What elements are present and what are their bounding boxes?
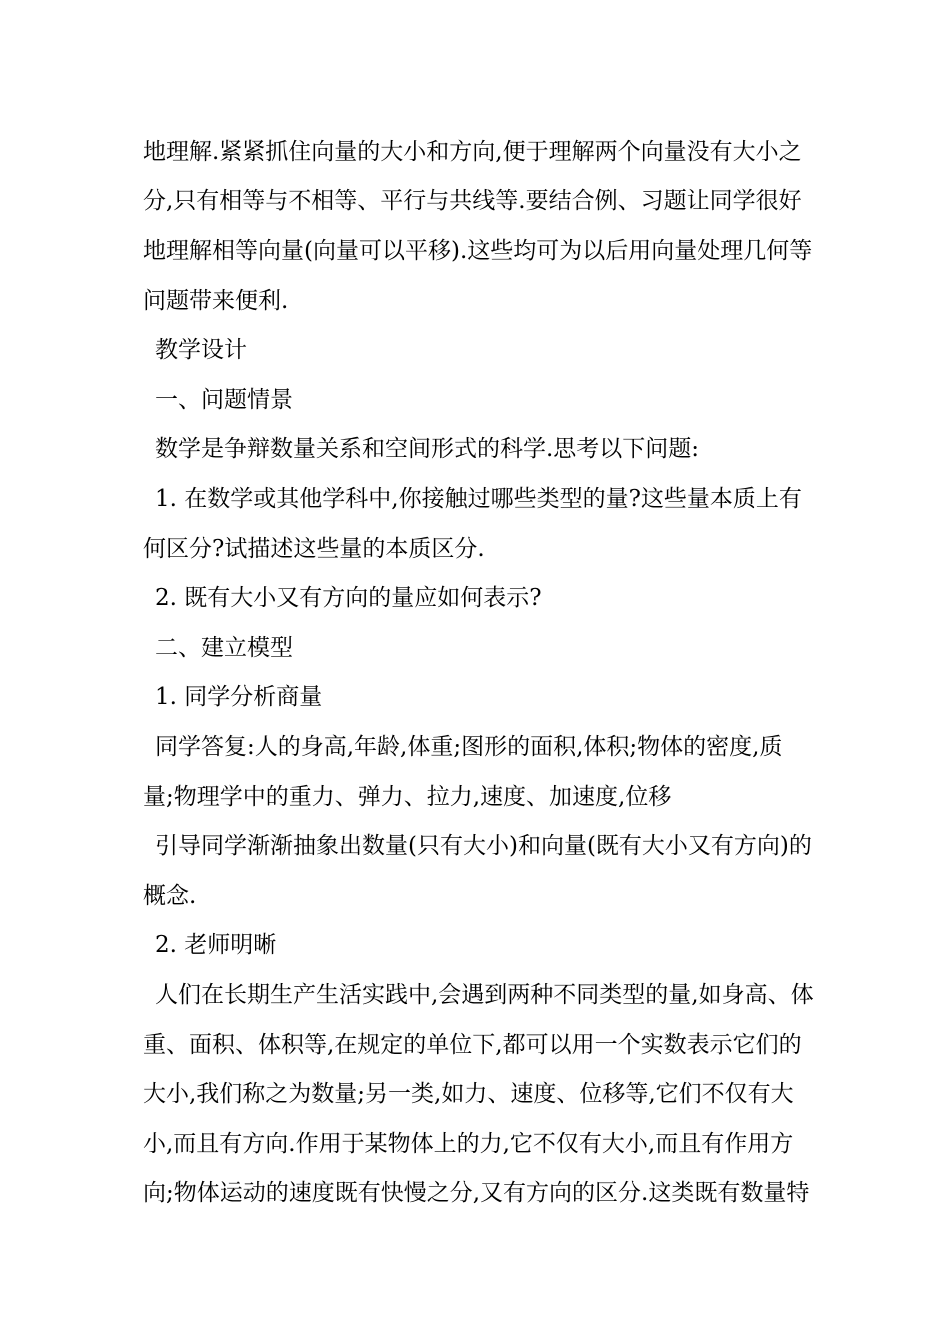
- text-line: 地理解相等向量(向量可以平移).这些均可为以后用向量处理几何等: [143, 238, 813, 264]
- text-line: 数学是争辩数量关系和空间形式的科学.思考以下问题:: [155, 436, 700, 462]
- text-line: 重、面积、体积等,在规定的单位下,都可以用一个实数表示它们的: [143, 1032, 802, 1058]
- text-line: 人们在长期生产生活实践中,会遇到两种不同类型的量,如身高、体: [155, 982, 814, 1008]
- text-line: 大小,我们称之为数量;另一类,如力、速度、位移等,它们不仅有大: [143, 1081, 794, 1107]
- text-line: 分,只有相等与不相等、平行与共线等.要结合例、习题让同学很好: [143, 188, 802, 214]
- text-line: 问题带来便利.: [143, 288, 289, 314]
- section-heading: 二、建立模型: [155, 635, 293, 661]
- section-heading: 教学设计: [155, 337, 247, 363]
- text-line: 概念.: [143, 883, 197, 909]
- section-heading: 一、问题情景: [155, 387, 293, 413]
- text-line: 何区分?试描述这些量的本质区分.: [143, 536, 485, 562]
- text-line: 同学答复:人的身高,年龄,体重;图形的面积,体积;物体的密度,质: [155, 734, 783, 760]
- text-line: 引导同学渐渐抽象出数量(只有大小)和向量(既有大小又有方向)的: [155, 833, 812, 859]
- list-item: 1. 同学分析商量: [155, 684, 323, 710]
- text-line: 向;物体运动的速度既有快慢之分,又有方向的区分.这类既有数量特: [143, 1180, 810, 1206]
- text-line: 地理解.紧紧抓住向量的大小和方向,便于理解两个向量没有大小之: [143, 139, 802, 165]
- list-item: 2. 老师明晰: [155, 932, 277, 958]
- list-item: 2. 既有大小又有方向的量应如何表示?: [155, 585, 542, 611]
- text-line: 量;物理学中的重力、弹力、拉力,速度、加速度,位移: [143, 784, 672, 810]
- list-item: 1. 在数学或其他学科中,你接触过哪些类型的量?这些量本质上有: [155, 486, 802, 512]
- text-line: 小,而且有方向.作用于某物体上的力,它不仅有大小,而且有作用方: [143, 1131, 794, 1157]
